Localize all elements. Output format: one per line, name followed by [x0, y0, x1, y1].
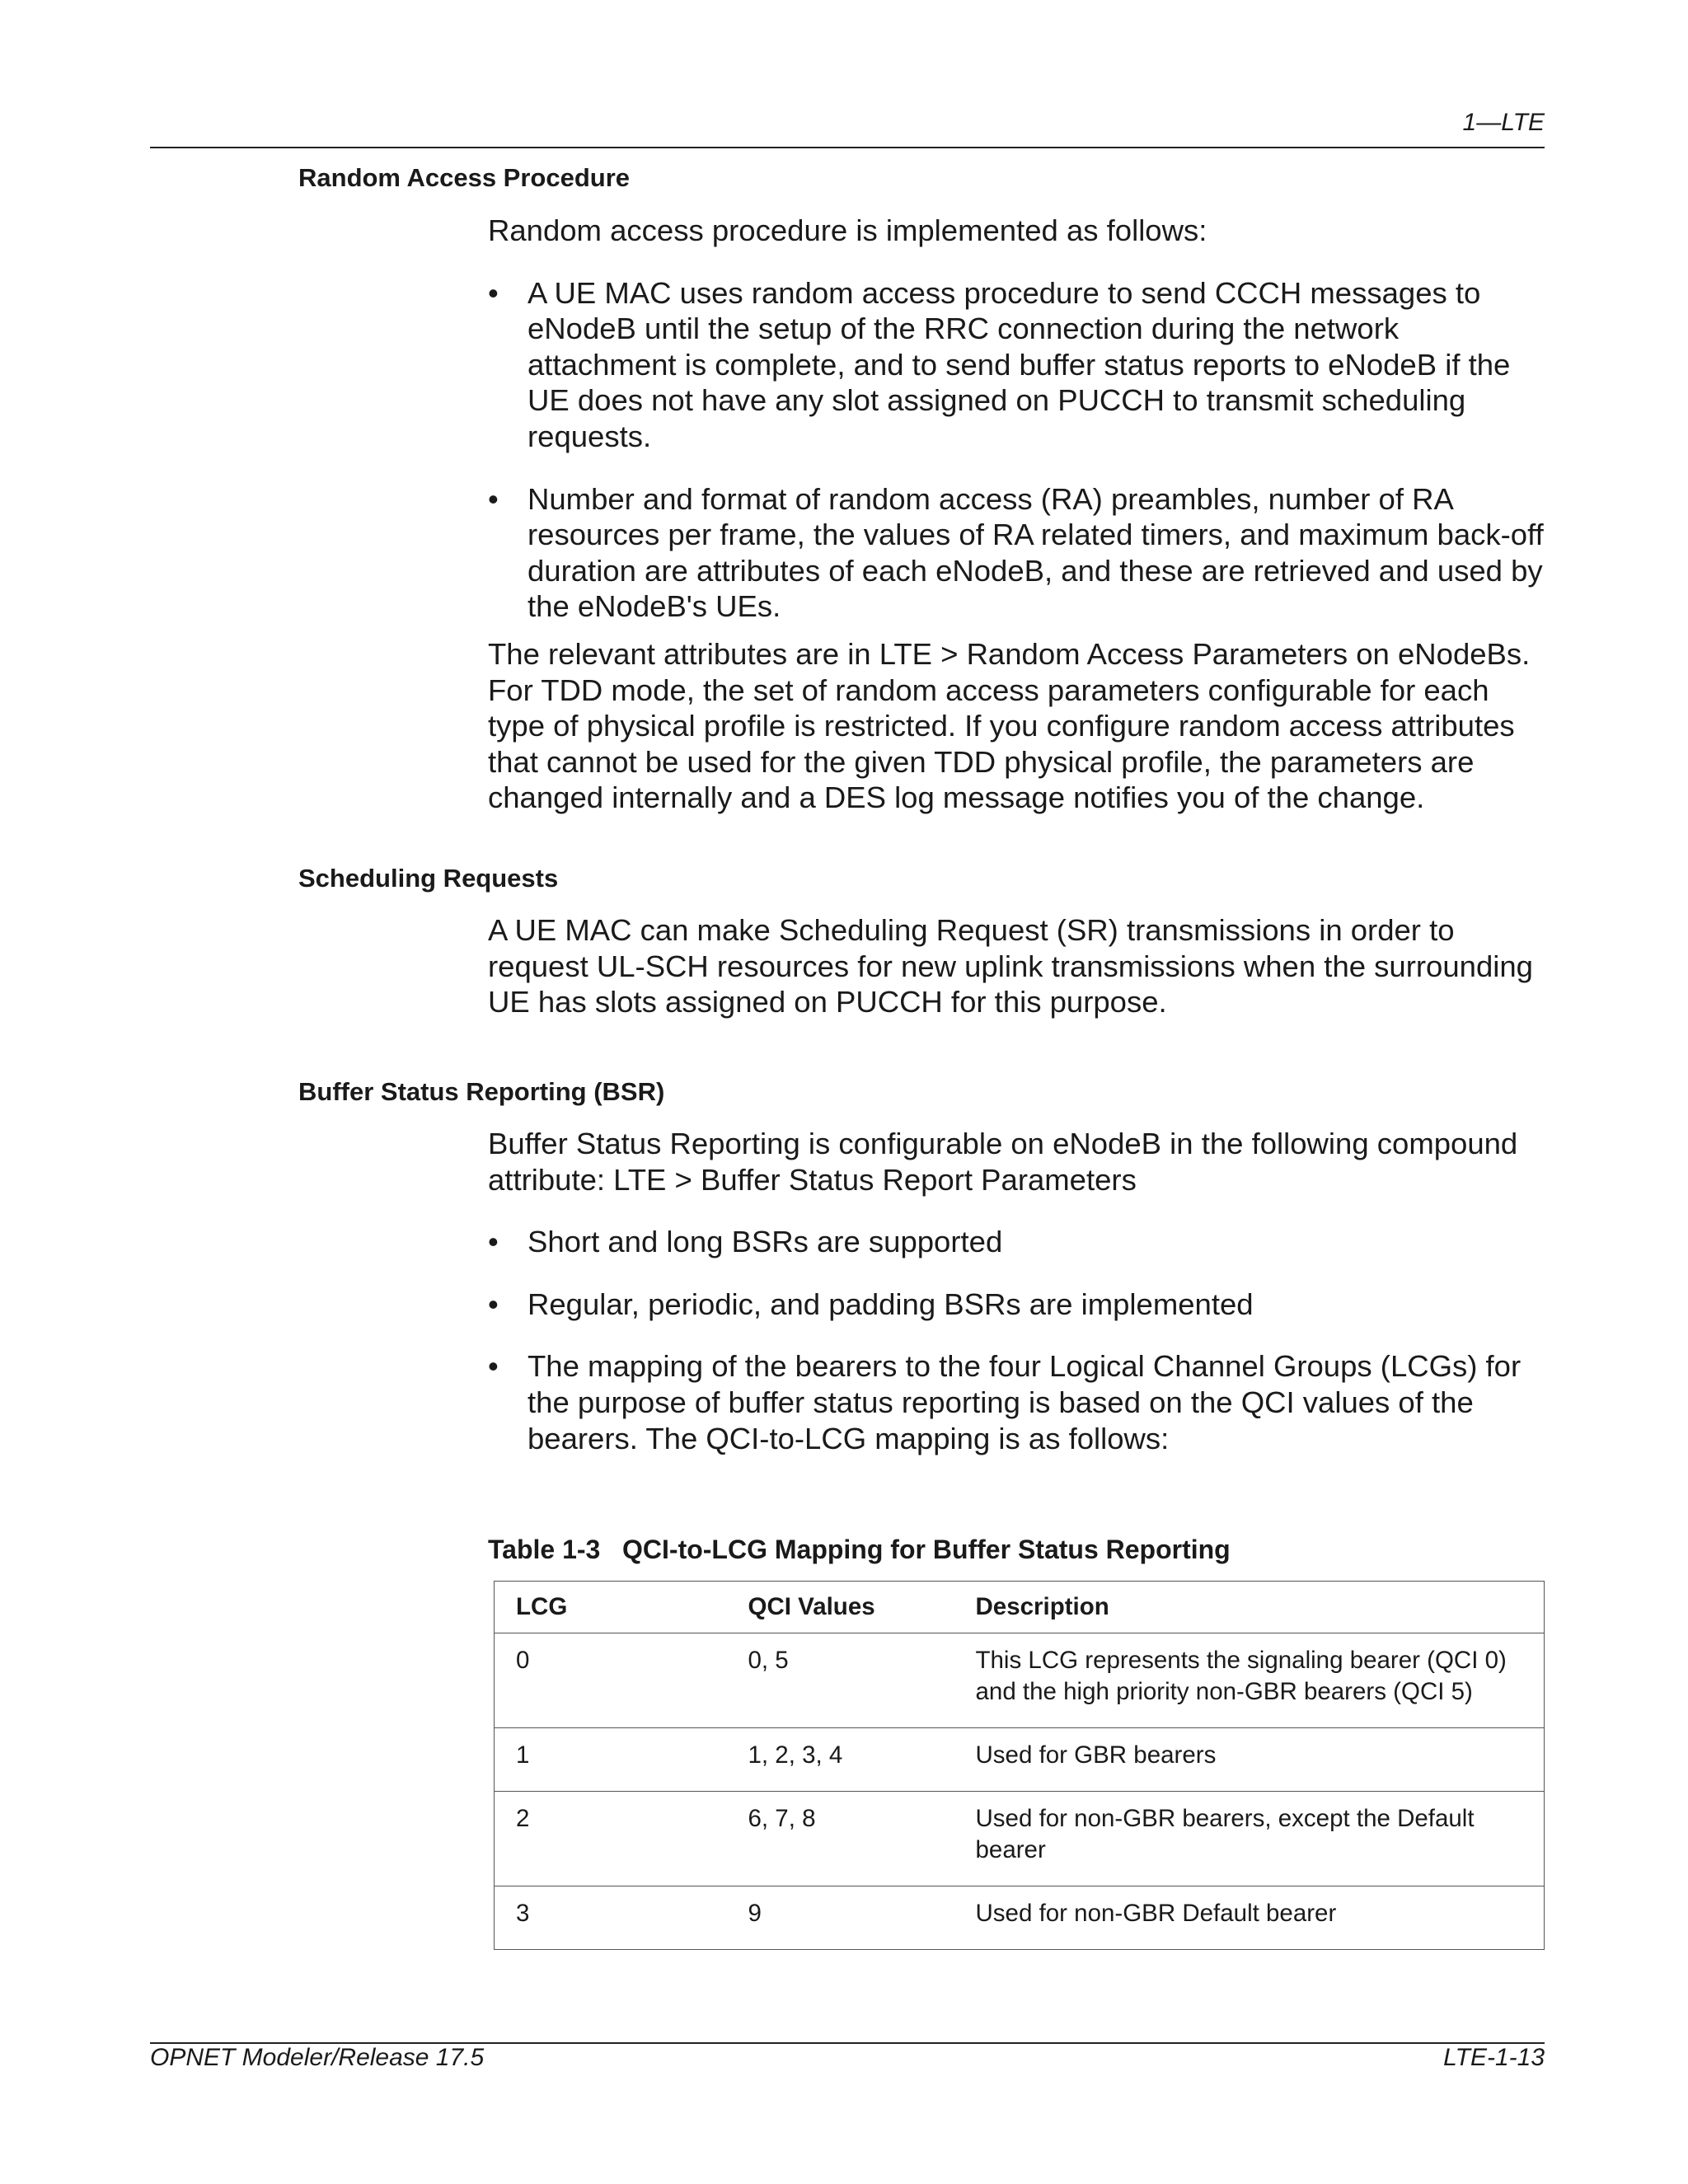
cell-qci-values: 6, 7, 8: [727, 1792, 954, 1886]
bsr-body: [488, 1126, 1551, 1456]
list-item-text: Regular, periodic, and padding BSRs are implemented: [528, 1286, 1254, 1321]
list-item-text: A UE MAC uses random access procedure to send CCCH messages to eNodeB until the setup of the RRC connection during the network attachment is complete, and to send buffer status reports to eNodeB if the UE does not have any slot assigned on PUCCH to transmit scheduling requests.: [528, 275, 1511, 453]
table-row: [495, 1792, 1545, 1886]
heading-random-access: Random Access Procedure: [298, 163, 631, 192]
bullet-icon: •: [488, 481, 499, 516]
scheduling-paragraph: A UE MAC can make Scheduling Request (SR) transmissions in order to request UL-SCH resources for new uplink transmissions when the surrounding UE has slots assigned on PUCCH for this purpose.: [488, 913, 1533, 1019]
table-header-row: [495, 1582, 1545, 1633]
list-item: [488, 481, 1551, 625]
cell-lcg: 2: [495, 1792, 727, 1886]
list-item: [488, 1286, 1551, 1323]
random-access-paragraph-text: The relevant attributes are in LTE > Random Access Parameters on eNodeBs. For TDD mode, the set of random access parameters configurable for each type of physical profile is restricted. If you configure random access attributes that cannot be used for the given TDD physical profile, the parameters are changed internally and a DES log message notifies you of the change.: [488, 637, 1531, 815]
bullet-icon: •: [488, 1225, 499, 1259]
qci-lcg-table: [494, 1581, 1545, 1950]
table-row: [495, 1633, 1545, 1728]
cell-description: Used for non-GBR bearers, except the Default bearer: [954, 1792, 1545, 1886]
column-header-qci-values: QCI Values: [727, 1582, 954, 1633]
random-access-paragraph: [488, 636, 1551, 816]
cell-lcg: 0: [495, 1633, 727, 1728]
cell-qci-values: 0, 5: [727, 1633, 954, 1728]
bullet-icon: •: [488, 1349, 499, 1384]
table-row: [495, 1886, 1545, 1950]
heading-scheduling-requests: Scheduling Requests: [298, 864, 559, 893]
cell-lcg: 3: [495, 1886, 727, 1950]
running-header: 1—LTE: [1462, 109, 1545, 136]
header-rule: [150, 147, 1545, 148]
random-access-body: [488, 213, 1551, 625]
page-number: LTE-1-13: [1443, 2044, 1545, 2071]
list-item: [488, 1224, 1551, 1260]
cell-qci-values: 9: [727, 1886, 954, 1950]
list-item: [488, 1348, 1551, 1456]
table-caption: Table 1-3 QCI-to-LCG Mapping for Buffer Status Reporting: [488, 1535, 1231, 1564]
bullet-icon: •: [488, 1286, 499, 1321]
column-header-lcg: LCG: [495, 1582, 727, 1633]
table-row: [495, 1728, 1545, 1792]
cell-description: This LCG represents the signaling bearer (QCI 0) and the high priority non-GBR bearers (QCI 5): [954, 1633, 1545, 1728]
cell-lcg: 1: [495, 1728, 727, 1792]
cell-description: Used for non-GBR Default bearer: [954, 1886, 1545, 1950]
cell-description: Used for GBR bearers: [954, 1728, 1545, 1792]
heading-bsr: Buffer Status Reporting (BSR): [298, 1077, 665, 1106]
list-item-text: The mapping of the bearers to the four Logical Channel Groups (LCGs) for the purpose of buffer status reporting is based on the QCI values of the bearers. The QCI-to-LCG mapping is as follows:: [528, 1349, 1522, 1455]
bsr-intro: Buffer Status Reporting is configurable on eNodeB in the following compound attribute: LTE > Buffer Status Report Parameters: [488, 1127, 1518, 1197]
cell-qci-values: 1, 2, 3, 4: [727, 1728, 954, 1792]
bullet-icon: •: [488, 275, 499, 310]
list-item-text: Number and format of random access (RA) preambles, number of RA resources per frame, the values of RA related timers, and maximum back-off duration are attributes of each eNodeB, and these are retrieved and used by the eNodeB's UEs.: [528, 481, 1544, 624]
footer-product: OPNET Modeler/Release 17.5: [150, 2044, 485, 2071]
column-header-description: Description: [954, 1582, 1545, 1633]
list-item-text: Short and long BSRs are supported: [528, 1225, 1003, 1259]
random-access-intro: Random access procedure is implemented as follows:: [488, 213, 1207, 247]
list-item: [488, 275, 1551, 455]
scheduling-body: [488, 912, 1551, 1020]
